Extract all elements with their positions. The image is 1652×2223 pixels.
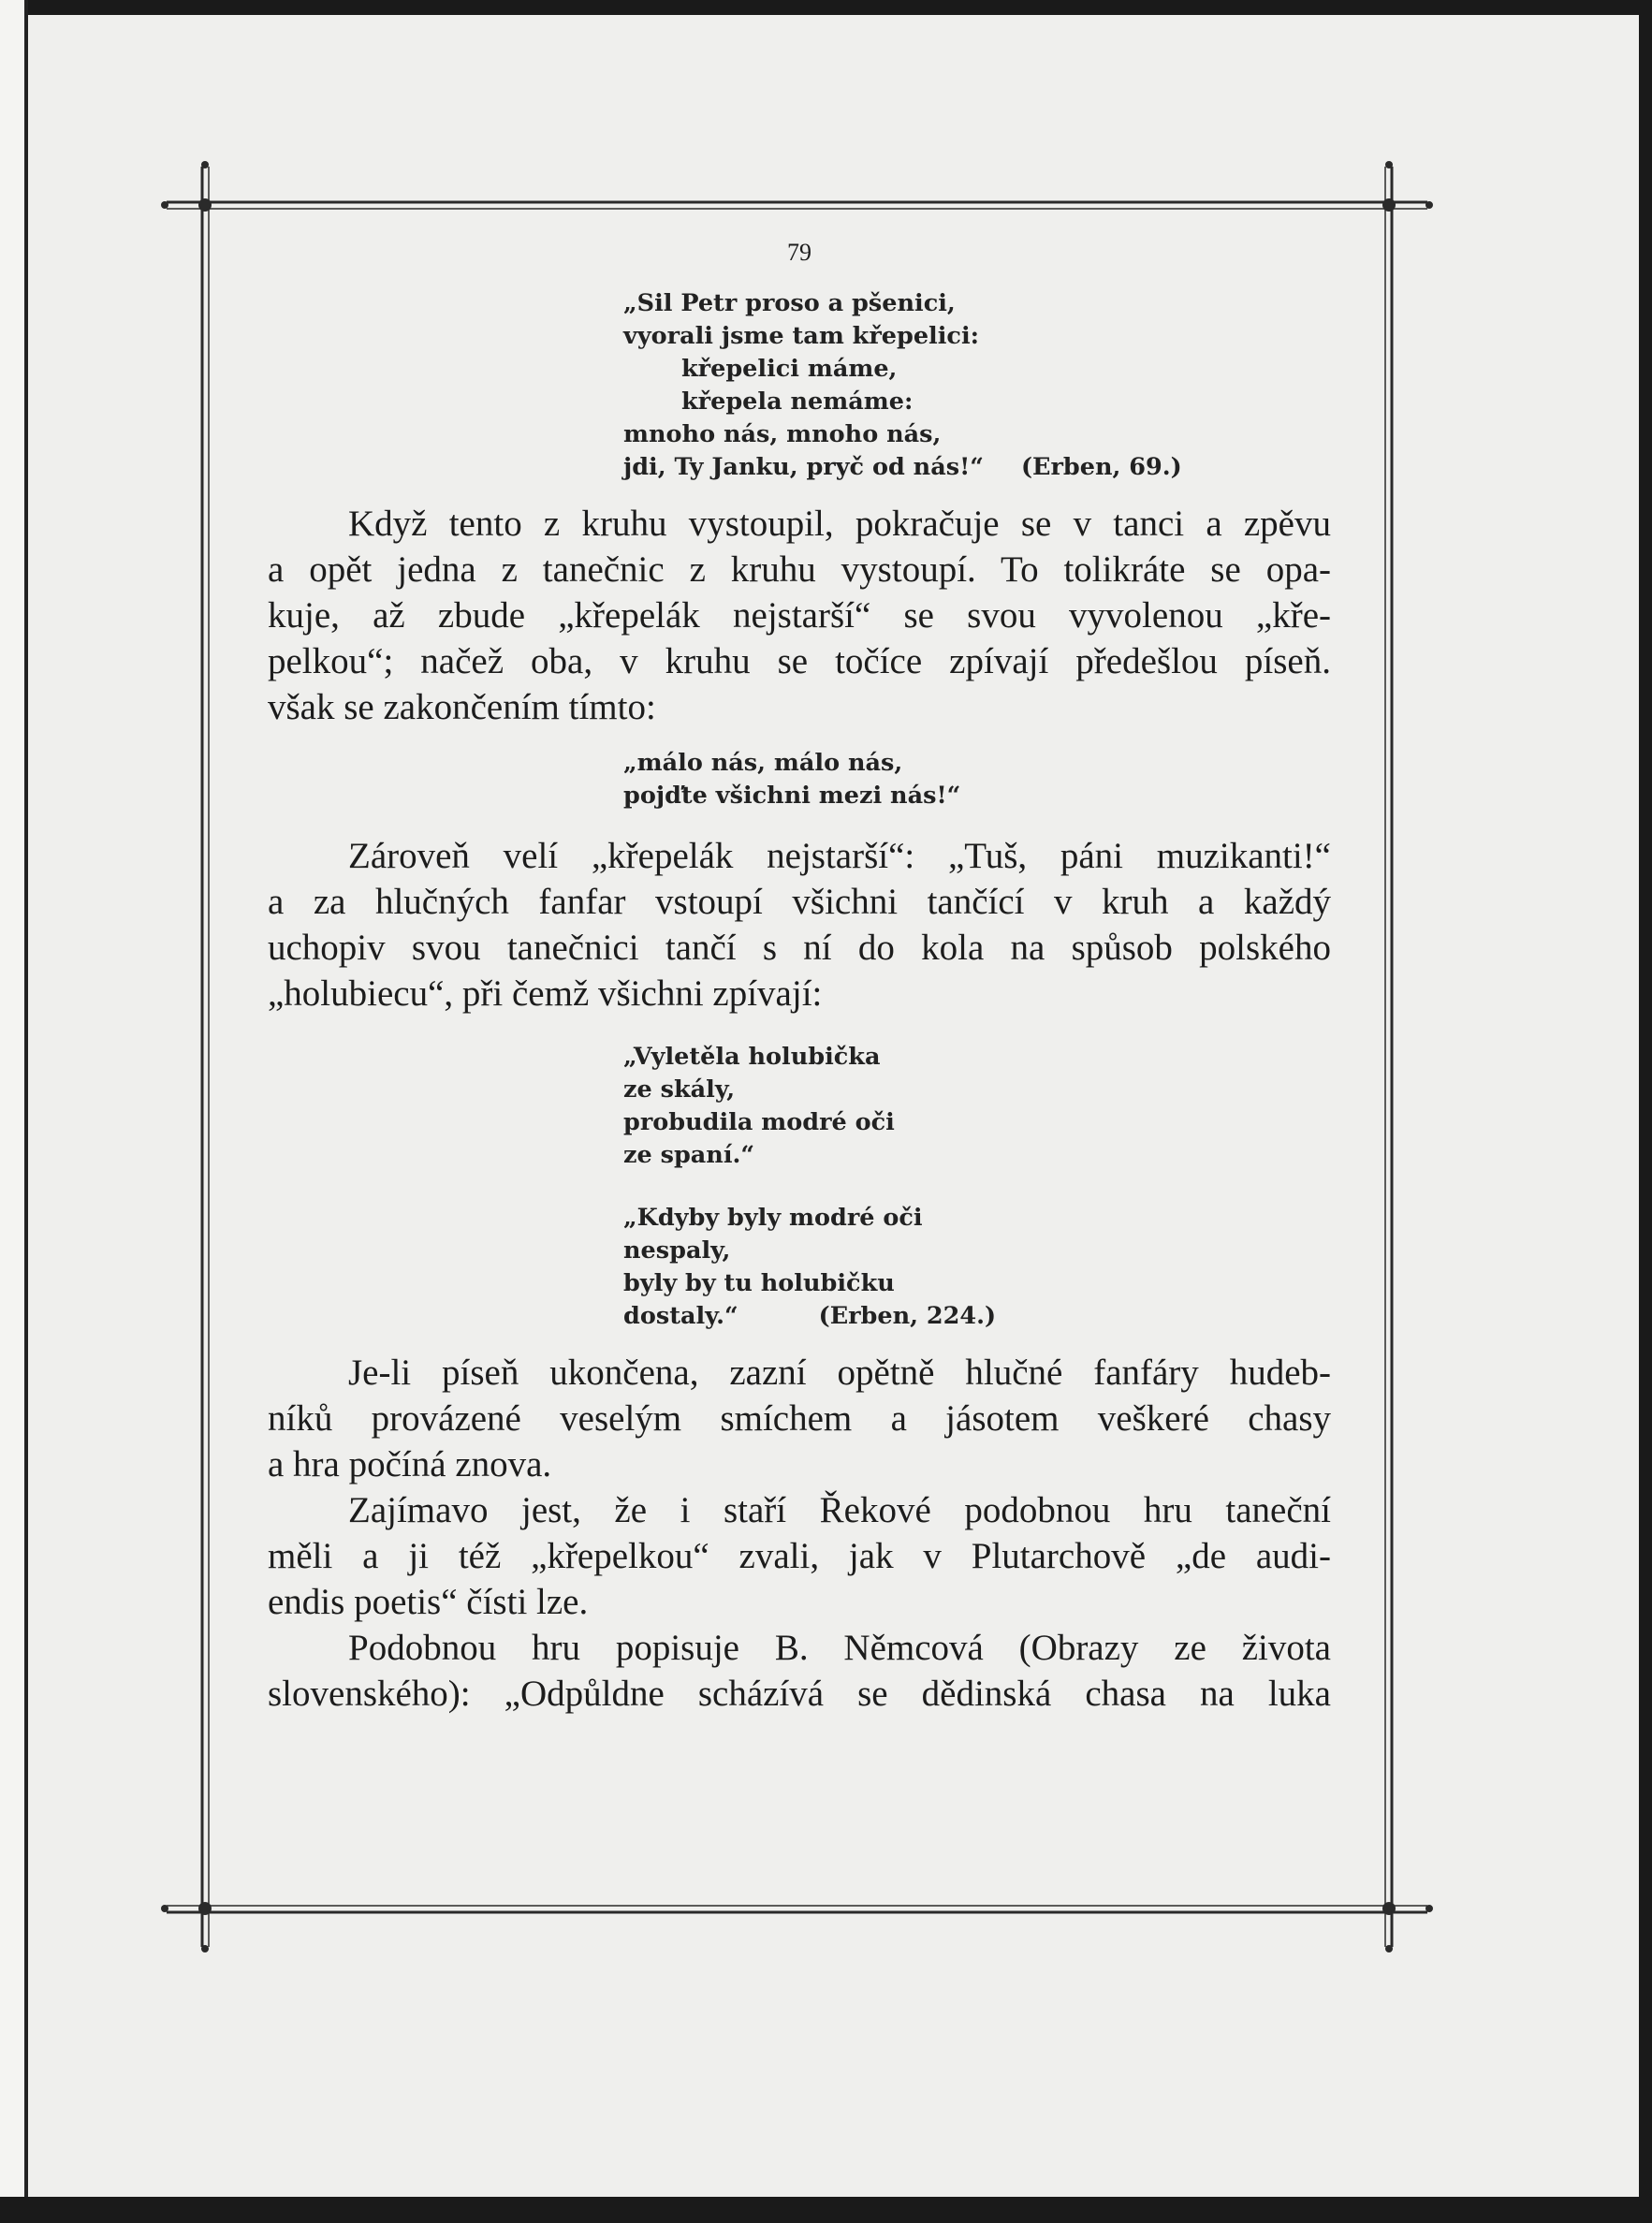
verse-source: (Erben, 69.) (1020, 453, 1182, 481)
verse-line: „Kdyby byly modré oči (623, 1204, 923, 1232)
verse-line: ze spaní.“ (623, 1141, 755, 1169)
verse-few-of-us (623, 747, 1331, 812)
verse-line: dostaly.“ (Erben, 224.) (623, 1300, 1331, 1333)
verse-dove-song (623, 1041, 1331, 1333)
verse-line: „Sil Petr proso a pšenici, (623, 289, 956, 317)
verse-line: pojďte všichni mezi nás!“ (623, 782, 961, 810)
verse-line: křepelici máme, (681, 355, 898, 383)
verse-line: mnoho nás, mnoho nás, (623, 420, 942, 448)
paragraph-5: Podobnou hru popisuje B. Němcová (Obrazy ze života slovenského): „Odpůldne scházívá se dědinská chasa na luka (268, 1628, 1331, 1714)
verse-line: křepela nemáme: (681, 388, 914, 416)
verse-stanza-1 (623, 1041, 1331, 1172)
verse-line: jdi, Ty Janku, pryč od nás!“ (Erben, 69.) (623, 451, 1331, 484)
verse-source: (Erben, 224.) (818, 1302, 997, 1330)
verse-line: „málo nás, málo nás, (623, 749, 903, 777)
page-number: 79 (787, 239, 811, 266)
paragraph-4: Zajímavo jest, že i staří Řekové podobnou hru taneční měli a ji též „křepelkou“ zvali, jak v Plutarchově „de audi- endis poetis“ čísti lze. (268, 1490, 1331, 1622)
verse-line: nespaly, (623, 1236, 731, 1265)
verse-line: „Vyletěla holubička (623, 1043, 881, 1071)
verse-line: ze skály, (623, 1075, 736, 1104)
verse-line: probudila modré oči (623, 1108, 895, 1136)
verse-line: vyorali jsme tam křepelici: (623, 322, 980, 350)
paragraph-2: Zároveň velí „křepelák nejstarší“: „Tuš, páni muzikanti!“ a za hlučných fanfar vstoupí všichni tančící v kruh a každý uchopiv svou tanečnici tančí s ní do kola na spůsob polského „holubiecu“, při čemž všichni zpívají: (268, 836, 1331, 1014)
verse-line: byly by tu holubičku (623, 1269, 895, 1297)
paragraph-1: Když tento z kruhu vystoupil, pokračuje se v tanci a zpěvu a opět jedna z tanečnic z kruhu vystoupí. To tolikráte se opa- kuje, až zbude „křepelák nejstarší“ se svou vyvolenou „kře- pelkou“; načež oba, v kruhu se točíce zpívají předešlou píseň. však se zakončením tímto: (268, 504, 1331, 727)
verse-stanza-2 (623, 1202, 1331, 1333)
paragraph-3: Je-li píseň ukončena, zazní opětně hlučné fanfáry hudeb- níků provázené veselým smíchem a jásotem veškeré chasy a hra počíná znova. (268, 1353, 1331, 1484)
page-content (268, 239, 1331, 1717)
verse-quail-song (623, 287, 1331, 484)
